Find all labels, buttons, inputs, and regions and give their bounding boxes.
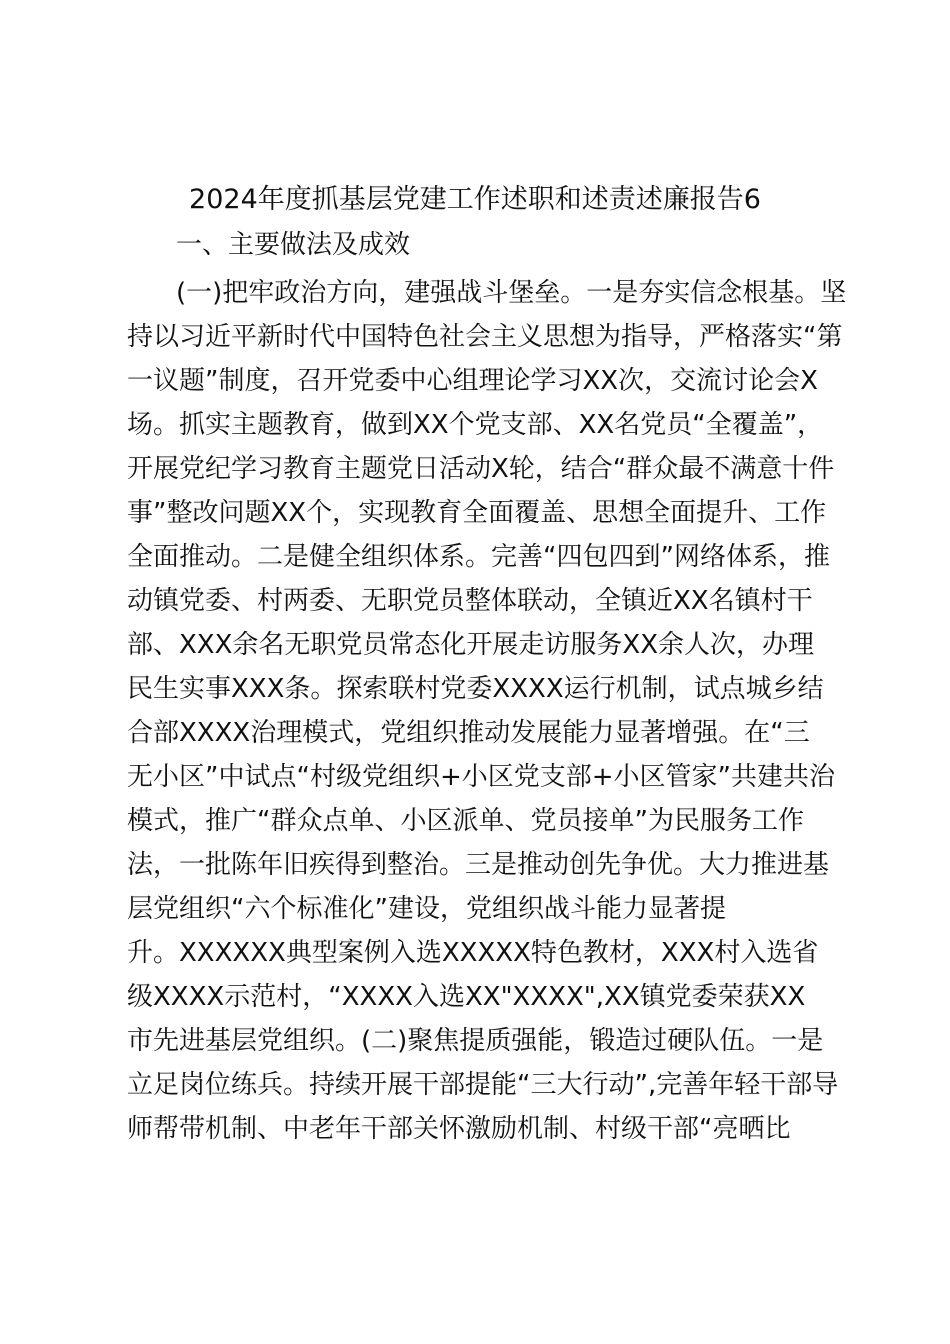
paragraph-line: (一)把牢政治方向，建强战斗堡垒。一是夯实信念根基。坚 [176,278,847,308]
paragraph-line: 法，一批陈年旧疾得到整治。三是推动创先争优。大力推进基 [127,850,830,880]
paragraph-line: 部、XXX余名无职党员常态化开展走访服务XX余人次，办理 [127,630,815,660]
paragraph-line: 场。抓实主题教育，做到XX个党支部、XX名党员“全覆盖”， [127,410,824,440]
paragraph-line: 师帮带机制、中老年干部关怀激励机制、村级干部“亮晒比 [127,1114,791,1144]
paragraph-line: 民生实事XXX条。探索联村党委XXXX运行机制，试点城乡结 [127,674,824,704]
paragraph-line: 持以习近平新时代中国特色社会主义思想为指导，严格落实“第 [127,322,843,352]
paragraph-line: 升。XXXXXX典型案例入选XXXXX特色教材，XXX村入选省 [127,938,819,968]
section-heading: 一、主要做法及成效 [176,230,411,260]
paragraph-line: 无小区”中试点“村级党组织+小区党支部+小区管家”共建共治 [127,762,835,792]
paragraph-line: 级XXXX示范村，“XXXX入选XX"XXXX",XX镇党委荣获XX [127,982,806,1012]
paragraph-line: 开展党纪学习教育主题党日活动X轮，结合“群众最不满意十件 [127,454,835,484]
document-title: 2024年度抓基层党建工作述职和述责述廉报告6 [189,184,761,215]
paragraph-line: 立足岗位练兵。持续开展干部提能“三大行动”,完善年轻干部导 [127,1070,839,1100]
paragraph-line: 合部XXXX治理模式，党组织推动发展能力显著增强。在“三 [127,718,810,748]
paragraph-line: 一议题”制度，召开党委中心组理论学习XX次，交流讨论会X [127,366,818,396]
paragraph-line: 全面推动。二是健全组织体系。完善“四包四到”网络体系，推 [127,542,830,572]
paragraph-line: 模式，推广“群众点单、小区派单、党员接单”为民服务工作 [127,806,804,836]
paragraph-line: 动镇党委、村两委、无职党员整体联动，全镇近XX名镇村干 [127,586,813,616]
paragraph-line: 事”整改问题XX个，实现教育全面覆盖、思想全面提升、工作 [127,498,827,528]
paragraph-line: 市先进基层党组织。(二)聚焦提质强能，锻造过硬队伍。一是 [127,1026,824,1056]
paragraph-line: 层党组织“六个标准化”建设，党组织战斗能力显著提 [127,894,726,924]
